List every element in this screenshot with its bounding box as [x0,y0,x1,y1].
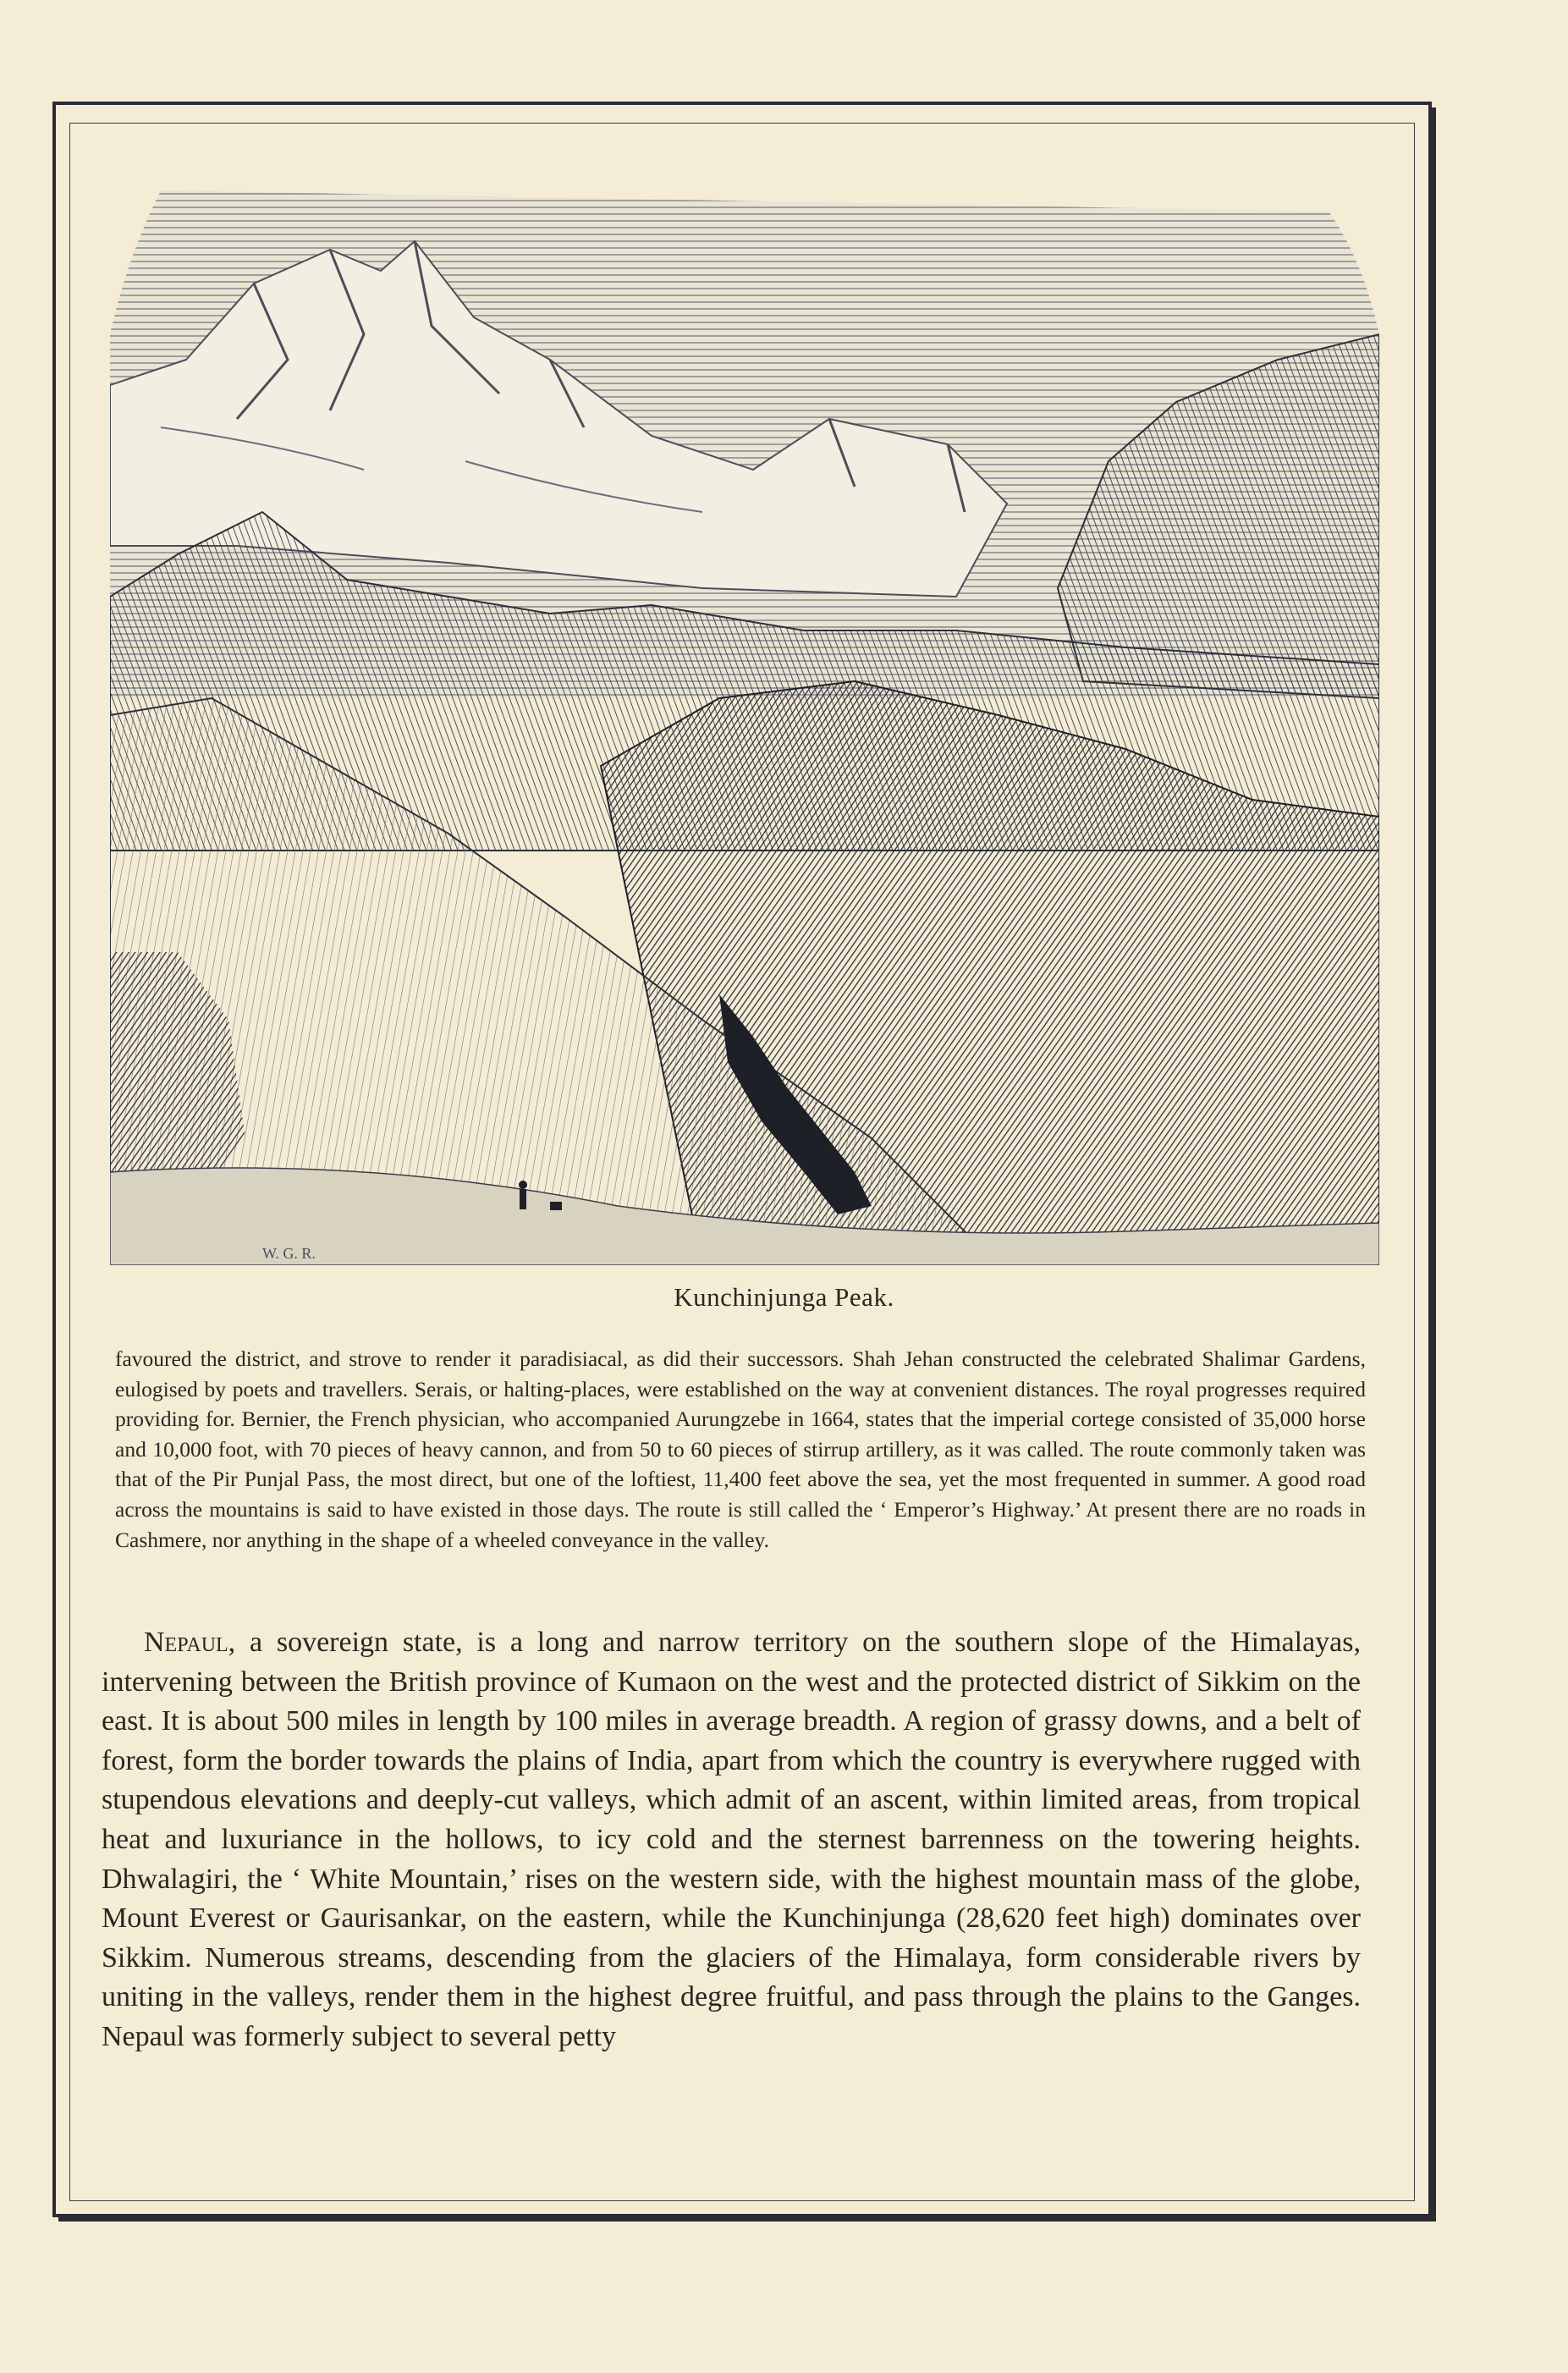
paragraph-text: favoured the district, and strove to render it paradisiacal, as did their successors. Shah Jehan constructed the celebrated Shalimar Gardens, eulogised by poets and travellers. Serais, or halting-places, were established on the way at convenient distances. The royal progresses required providing for. Bernier, the French physician, who accompanied Aurungzebe in 1664, states that the imperial cortege consisted of 35,000 horse and 10,000 foot, with 70 pieces of heavy cannon, and from 50 to 60 pieces of stirrup artillery, as it was called. The route commonly taken was that of the Pir Punjal Pass, the most direct, but one of the loftiest, 11,400 feet above the sea, yet the most frequented in summer. A good road across the mountains is said to have existed in those days. The route is still called the ‘ Emperor’s Highway.’ At present there are no roads in Cashmere, nor anything in the shape of a wheeled conveyance in the valley. [115,1346,1366,1552]
engraving-svg [110,190,1379,1265]
main-paragraph [102,1623,1361,2057]
paragraph-body [102,1623,1361,2057]
section-lead-word: Nepaul, [144,1627,236,1658]
mountain-engraving-illustration [110,190,1379,1265]
small-print-paragraph [115,1344,1366,1555]
traveller-figure [520,1189,526,1209]
engraver-signature: W. G. R. [262,1245,316,1262]
paragraph-text: a sovereign state, is a long and narrow territory on the southern slope of the Himalayas, intervening between the British province of Kumaon on the west and the protected district of Sikkim on the east. It is about 500 miles in length by 100 miles in average breadth. A region of grassy downs, and a belt of forest, form the border towards the plains of India, apart from which the country is everywhere rugged with stupendous elevations and deeply-cut valleys, which admit of an ascent, within limited areas, from tropical heat and luxuriance in the hollows, to icy cold and the sternest barrenness on the towering heights. Dhwalagiri, the ‘ White Mountain,’ rises on the western side, with the highest mountain mass of the globe, Mount Everest or Gaurisankar, on the eastern, while the Kunchinjunga (28,620 feet high) dominates over Sikkim. Numerous streams, descending from the glaciers of the Himalaya, form considerable rivers by uniting in the valleys, render them in the highest degree fruitful, and pass through the plains to the Ganges. Nepaul was formerly subject to several petty [102,1627,1361,2052]
figure-caption: Kunchinjunga Peak. [674,1282,894,1312]
